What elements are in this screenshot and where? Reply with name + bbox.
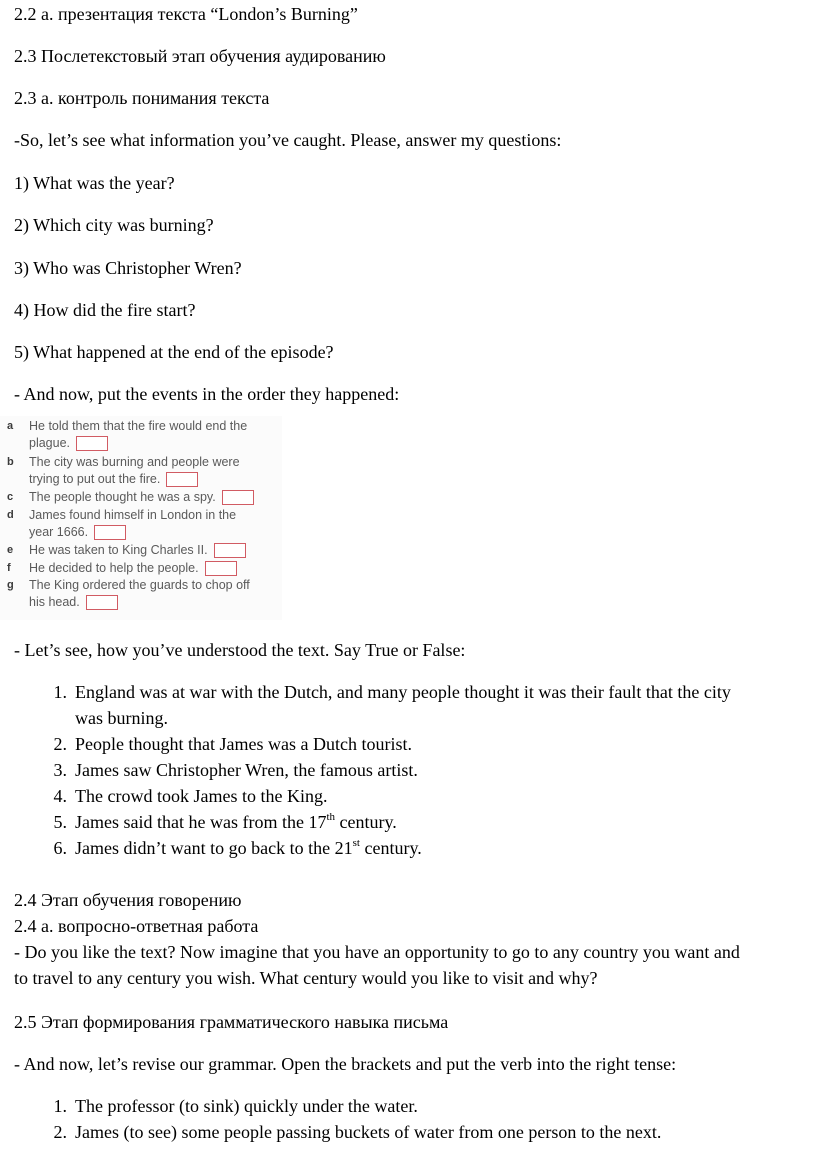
event-text: He told them that the fire would end the	[29, 419, 248, 433]
event-text: The King ordered the guards to chop off	[29, 578, 250, 592]
heading-2-2a: 2.2 а. презентация текста “London’s Burning”	[14, 4, 358, 24]
text-part: James didn’t want to go back to the 21	[75, 838, 353, 858]
item-text	[75, 811, 397, 833]
event-letter: c	[7, 491, 14, 503]
ordinal-suffix: st	[352, 837, 360, 849]
answer-box[interactable]	[222, 490, 254, 505]
event-text: He was taken to King Charles II.	[29, 543, 208, 557]
item-text: James saw Christopher Wren, the famous artist.	[75, 760, 418, 780]
item-number: 6.	[53, 838, 67, 858]
event-letter: b	[7, 456, 14, 468]
grammar-prompt: - And now, let’s revise our grammar. Open the brackets and put the verb into the right tense:	[14, 1054, 677, 1074]
item-text: James (to see) some people passing buckets of water from one person to the next.	[75, 1122, 662, 1142]
answer-box[interactable]	[94, 525, 126, 540]
heading-2-5: 2.5 Этап формирования грамматического навыка письма	[14, 1012, 449, 1032]
order-prompt: - And now, put the events in the order they happened:	[14, 384, 400, 404]
item-number: 5.	[53, 812, 67, 832]
questions-intro: -So, let’s see what information you’ve caught. Please, answer my questions:	[14, 130, 562, 150]
item-text: People thought that James was a Dutch tourist.	[75, 734, 412, 754]
item-text	[75, 837, 422, 859]
question-1: 1) What was the year?	[14, 173, 175, 193]
event-text: He decided to help the people.	[29, 561, 199, 575]
event-text: year 1666.	[29, 525, 89, 539]
heading-2-4: 2.4 Этап обучения говорению	[14, 890, 242, 910]
heading-2-3: 2.3 Послетекстовый этап обучения аудированию	[14, 46, 386, 66]
text-part: James said that he was from the 17	[75, 812, 327, 832]
question-3: 3) Who was Christopher Wren?	[14, 258, 242, 278]
item-number: 1.	[53, 1096, 67, 1116]
item-text: was burning.	[75, 708, 168, 728]
event-letter: d	[7, 509, 14, 521]
item-text: The crowd took James to the King.	[75, 786, 328, 806]
heading-2-3a: 2.3 а. контроль понимания текста	[14, 88, 270, 108]
item-number: 3.	[53, 760, 67, 780]
item-number: 2.	[53, 734, 67, 754]
item-text: England was at war with the Dutch, and many people thought it was their fault that the city	[75, 682, 731, 702]
answer-box[interactable]	[166, 472, 198, 487]
item-number: 1.	[53, 682, 67, 702]
question-4: 4) How did the fire start?	[14, 300, 196, 320]
item-text: The professor (to sink) quickly under the water.	[75, 1096, 418, 1116]
event-text: his head.	[29, 595, 80, 609]
event-letter: f	[7, 562, 11, 574]
question-5: 5) What happened at the end of the episode?	[14, 342, 334, 362]
event-letter: g	[7, 579, 14, 591]
event-letter: a	[7, 420, 14, 432]
event-text: plague.	[29, 436, 71, 450]
ordinal-suffix: th	[326, 811, 335, 823]
answer-box[interactable]	[76, 436, 108, 451]
item-number: 4.	[53, 786, 67, 806]
item-number: 2.	[53, 1122, 67, 1142]
text-part: century.	[359, 838, 422, 858]
event-text: trying to put out the fire.	[29, 472, 161, 486]
event-text: James found himself in London in the	[29, 508, 237, 522]
answer-box[interactable]	[205, 561, 237, 576]
answer-box[interactable]	[214, 543, 246, 558]
question-2: 2) Which city was burning?	[14, 215, 214, 235]
heading-2-4a: 2.4 а. вопросно-ответная работа	[14, 916, 259, 936]
answer-box[interactable]	[86, 595, 118, 610]
event-text: The city was burning and people were	[29, 455, 240, 469]
speaking-task-line1: - Do you like the text? Now imagine that you have an opportunity to go to any country you want and	[14, 942, 740, 962]
text-part: century.	[335, 812, 397, 832]
true-false-prompt: - Let’s see, how you’ve understood the text. Say True or False:	[14, 640, 466, 660]
event-letter: e	[7, 544, 14, 556]
speaking-task-line2: to travel to any century you wish. What century would you like to visit and why?	[14, 968, 598, 988]
event-text: The people thought he was a spy.	[29, 490, 216, 504]
events-exercise-image	[0, 416, 282, 620]
